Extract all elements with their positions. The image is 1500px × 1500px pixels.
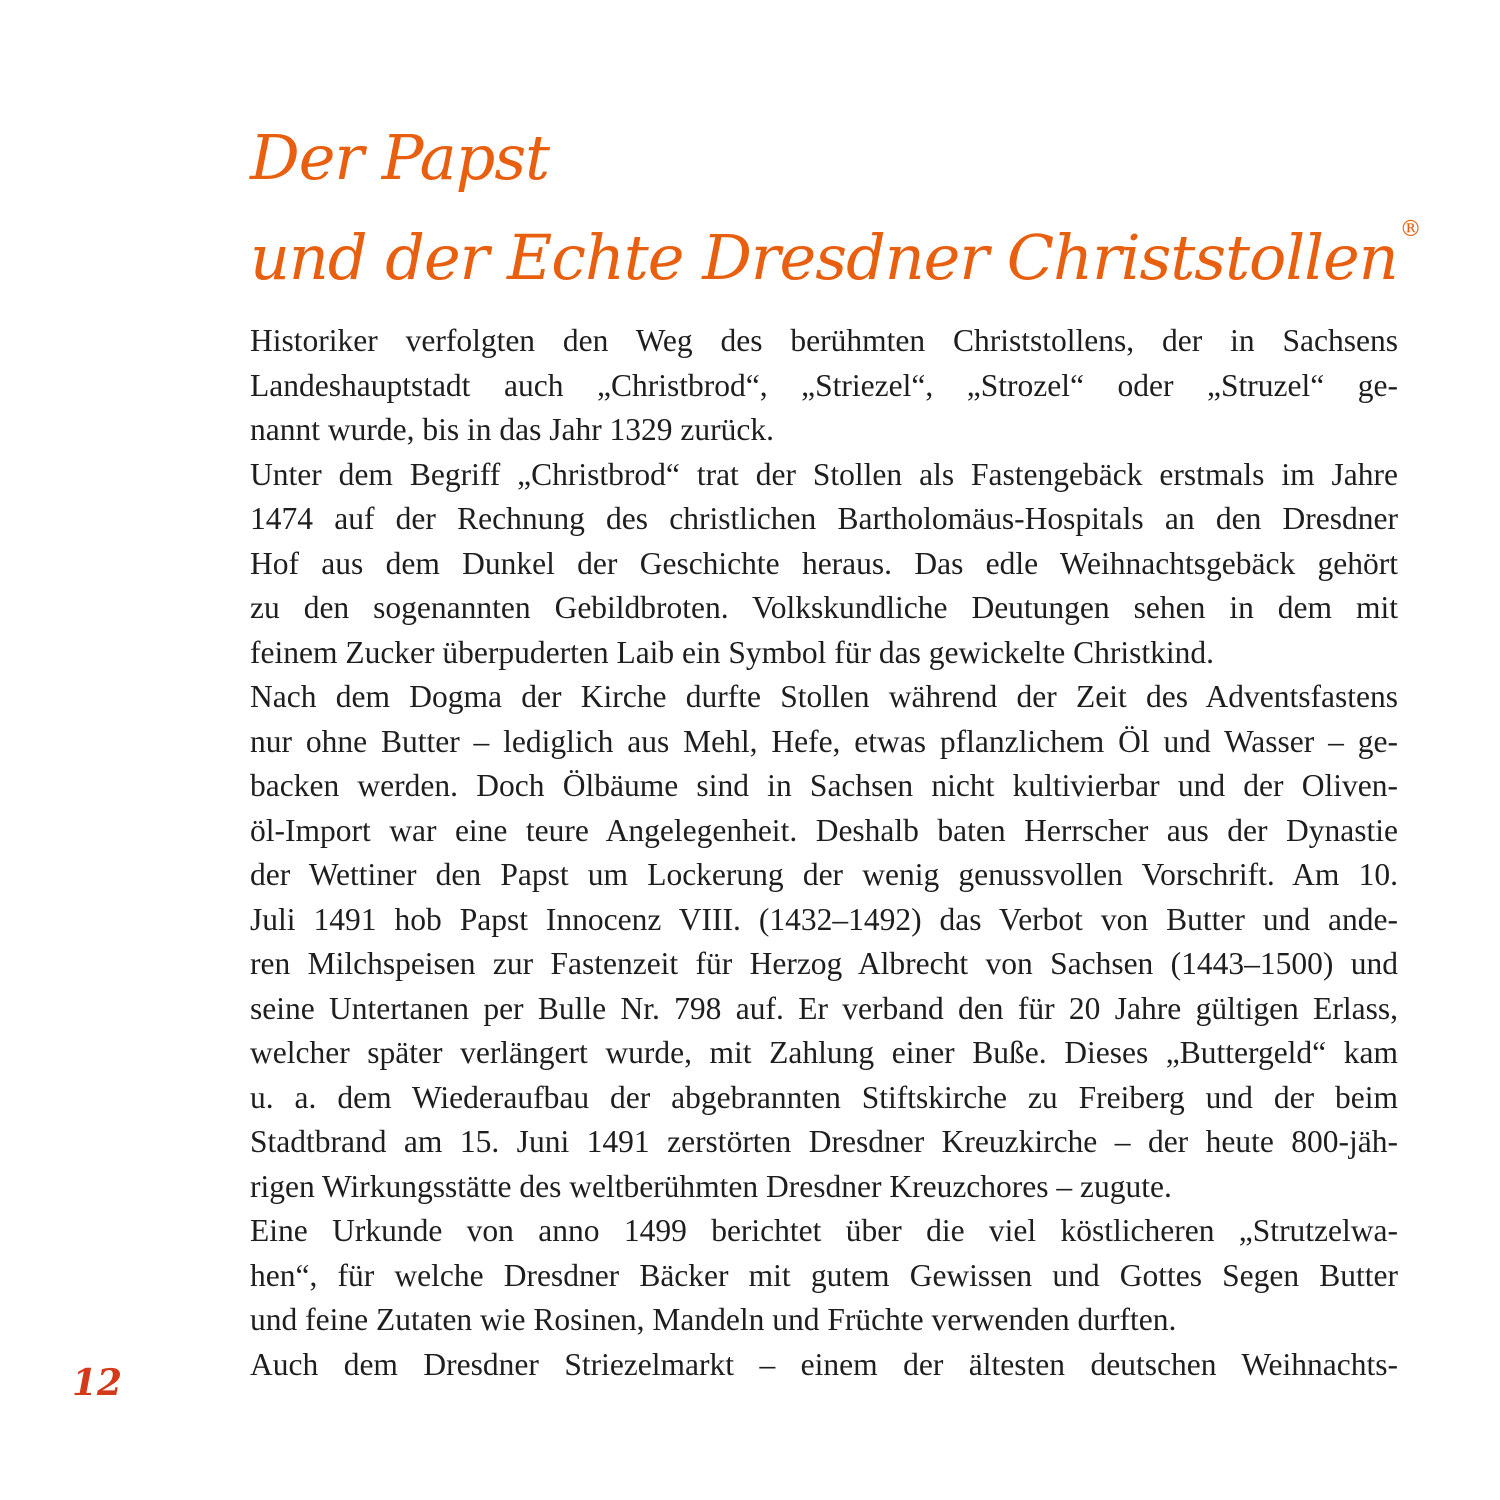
text-line: seine Untertanen per Bulle Nr. 798 auf. Er verband den für 20 Jahre gültigen Erlass, bbox=[250, 990, 1398, 1026]
text-line: hen“, für welche Dresdner Bäcker mit gutem Gewissen und Gottes Segen Butter bbox=[250, 1257, 1398, 1293]
text-line: Nach dem Dogma der Kirche durfte Stollen während der Zeit des Adventsfastens bbox=[250, 679, 1398, 714]
text-line: u. a. dem Wiederaufbau der abgebrannten Stiftskirche zu Freiberg und der beim bbox=[250, 1079, 1398, 1115]
text-line: nur ohne Butter – lediglich aus Mehl, Hefe, etwas pflanzlichem Öl und Wasser – ge- bbox=[250, 723, 1398, 759]
text-line: backen werden. Doch Ölbäume sind in Sachsen nicht kultivierbar und der Oliven- bbox=[250, 768, 1398, 803]
text-line: und feine Zutaten wie Rosinen, Mandeln und Früchte verwenden durften. bbox=[250, 1302, 1177, 1337]
title-line-1: Der Papst bbox=[250, 121, 550, 194]
page-title bbox=[250, 108, 1421, 308]
text-line: Historiker verfolgten den Weg des berühmten Christstollens, der in Sachsens bbox=[250, 323, 1398, 358]
text-line: ren Milchspeisen zur Fastenzeit für Herzog Albrecht von Sachsen (1443–1500) und bbox=[250, 946, 1398, 981]
text-line: Stadtbrand am 15. Juni 1491 zerstörten Dresdner Kreuzkirche – der heute 800-jäh- bbox=[250, 1124, 1398, 1159]
paragraph-christbrod bbox=[250, 453, 1398, 676]
text-line: zu den sogenannten Gebildbroten. Volkskundliche Deutungen sehen in dem mit bbox=[250, 590, 1398, 625]
page-number: 12 bbox=[72, 1362, 123, 1404]
paragraph-butter-ban bbox=[250, 675, 1398, 1209]
text-line: rigen Wirkungsstätte des weltberühmten Dresdner Kreuzchores – zugute. bbox=[250, 1168, 1172, 1204]
text-line: Landeshauptstadt auch „Christbrod“, „Striezel“, „Strozel“ oder „Struzel“ ge- bbox=[250, 367, 1398, 403]
text-line: feinem Zucker überpuderten Laib ein Symbol für das gewickelte Christkind. bbox=[250, 634, 1214, 670]
text-line: Eine Urkunde von anno 1499 berichtet über die viel köstlicheren „Strutzelwa- bbox=[250, 1213, 1398, 1248]
article-body bbox=[250, 319, 1398, 1387]
text-line: 1474 auf der Rechnung des christlichen Bartholomäus-Hospitals an den Dresdner bbox=[250, 501, 1398, 536]
paragraph-history bbox=[250, 319, 1398, 453]
text-line: Juli 1491 hob Papst Innocenz VIII. (1432–1492) das Verbot von Butter und ande- bbox=[250, 901, 1398, 937]
text-line: Unter dem Begriff „Christbrod“ trat der Stollen als Fastengebäck erstmals im Jahre bbox=[250, 456, 1398, 492]
paragraph-striezelmarkt bbox=[250, 1343, 1398, 1388]
text-line: Hof aus dem Dunkel der Geschichte heraus. Das edle Weihnachtsgebäck gehört bbox=[250, 545, 1398, 581]
text-line: der Wettiner den Papst um Lockerung der wenig genussvollen Vorschrift. Am 10. bbox=[250, 857, 1398, 892]
title-line-2 bbox=[250, 208, 1421, 308]
text-line: nannt wurde, bis in das Jahr 1329 zurück. bbox=[250, 412, 775, 447]
text-line: öl-Import war eine teure Angelegenheit. Deshalb baten Herrscher aus der Dynastie bbox=[250, 812, 1398, 848]
text-line: Auch dem Dresdner Striezelmarkt – einem der ältesten deutschen Weihnachts- bbox=[250, 1346, 1398, 1382]
text-line: welcher später verlängert wurde, mit Zahlung einer Buße. Dieses „Buttergeld“ kam bbox=[250, 1035, 1398, 1070]
paragraph-urkunde-1499 bbox=[250, 1209, 1398, 1343]
title-line-2-text: und der Echte Dresdner Christstollen bbox=[250, 221, 1398, 294]
registered-trademark-symbol: ® bbox=[1399, 217, 1421, 242]
